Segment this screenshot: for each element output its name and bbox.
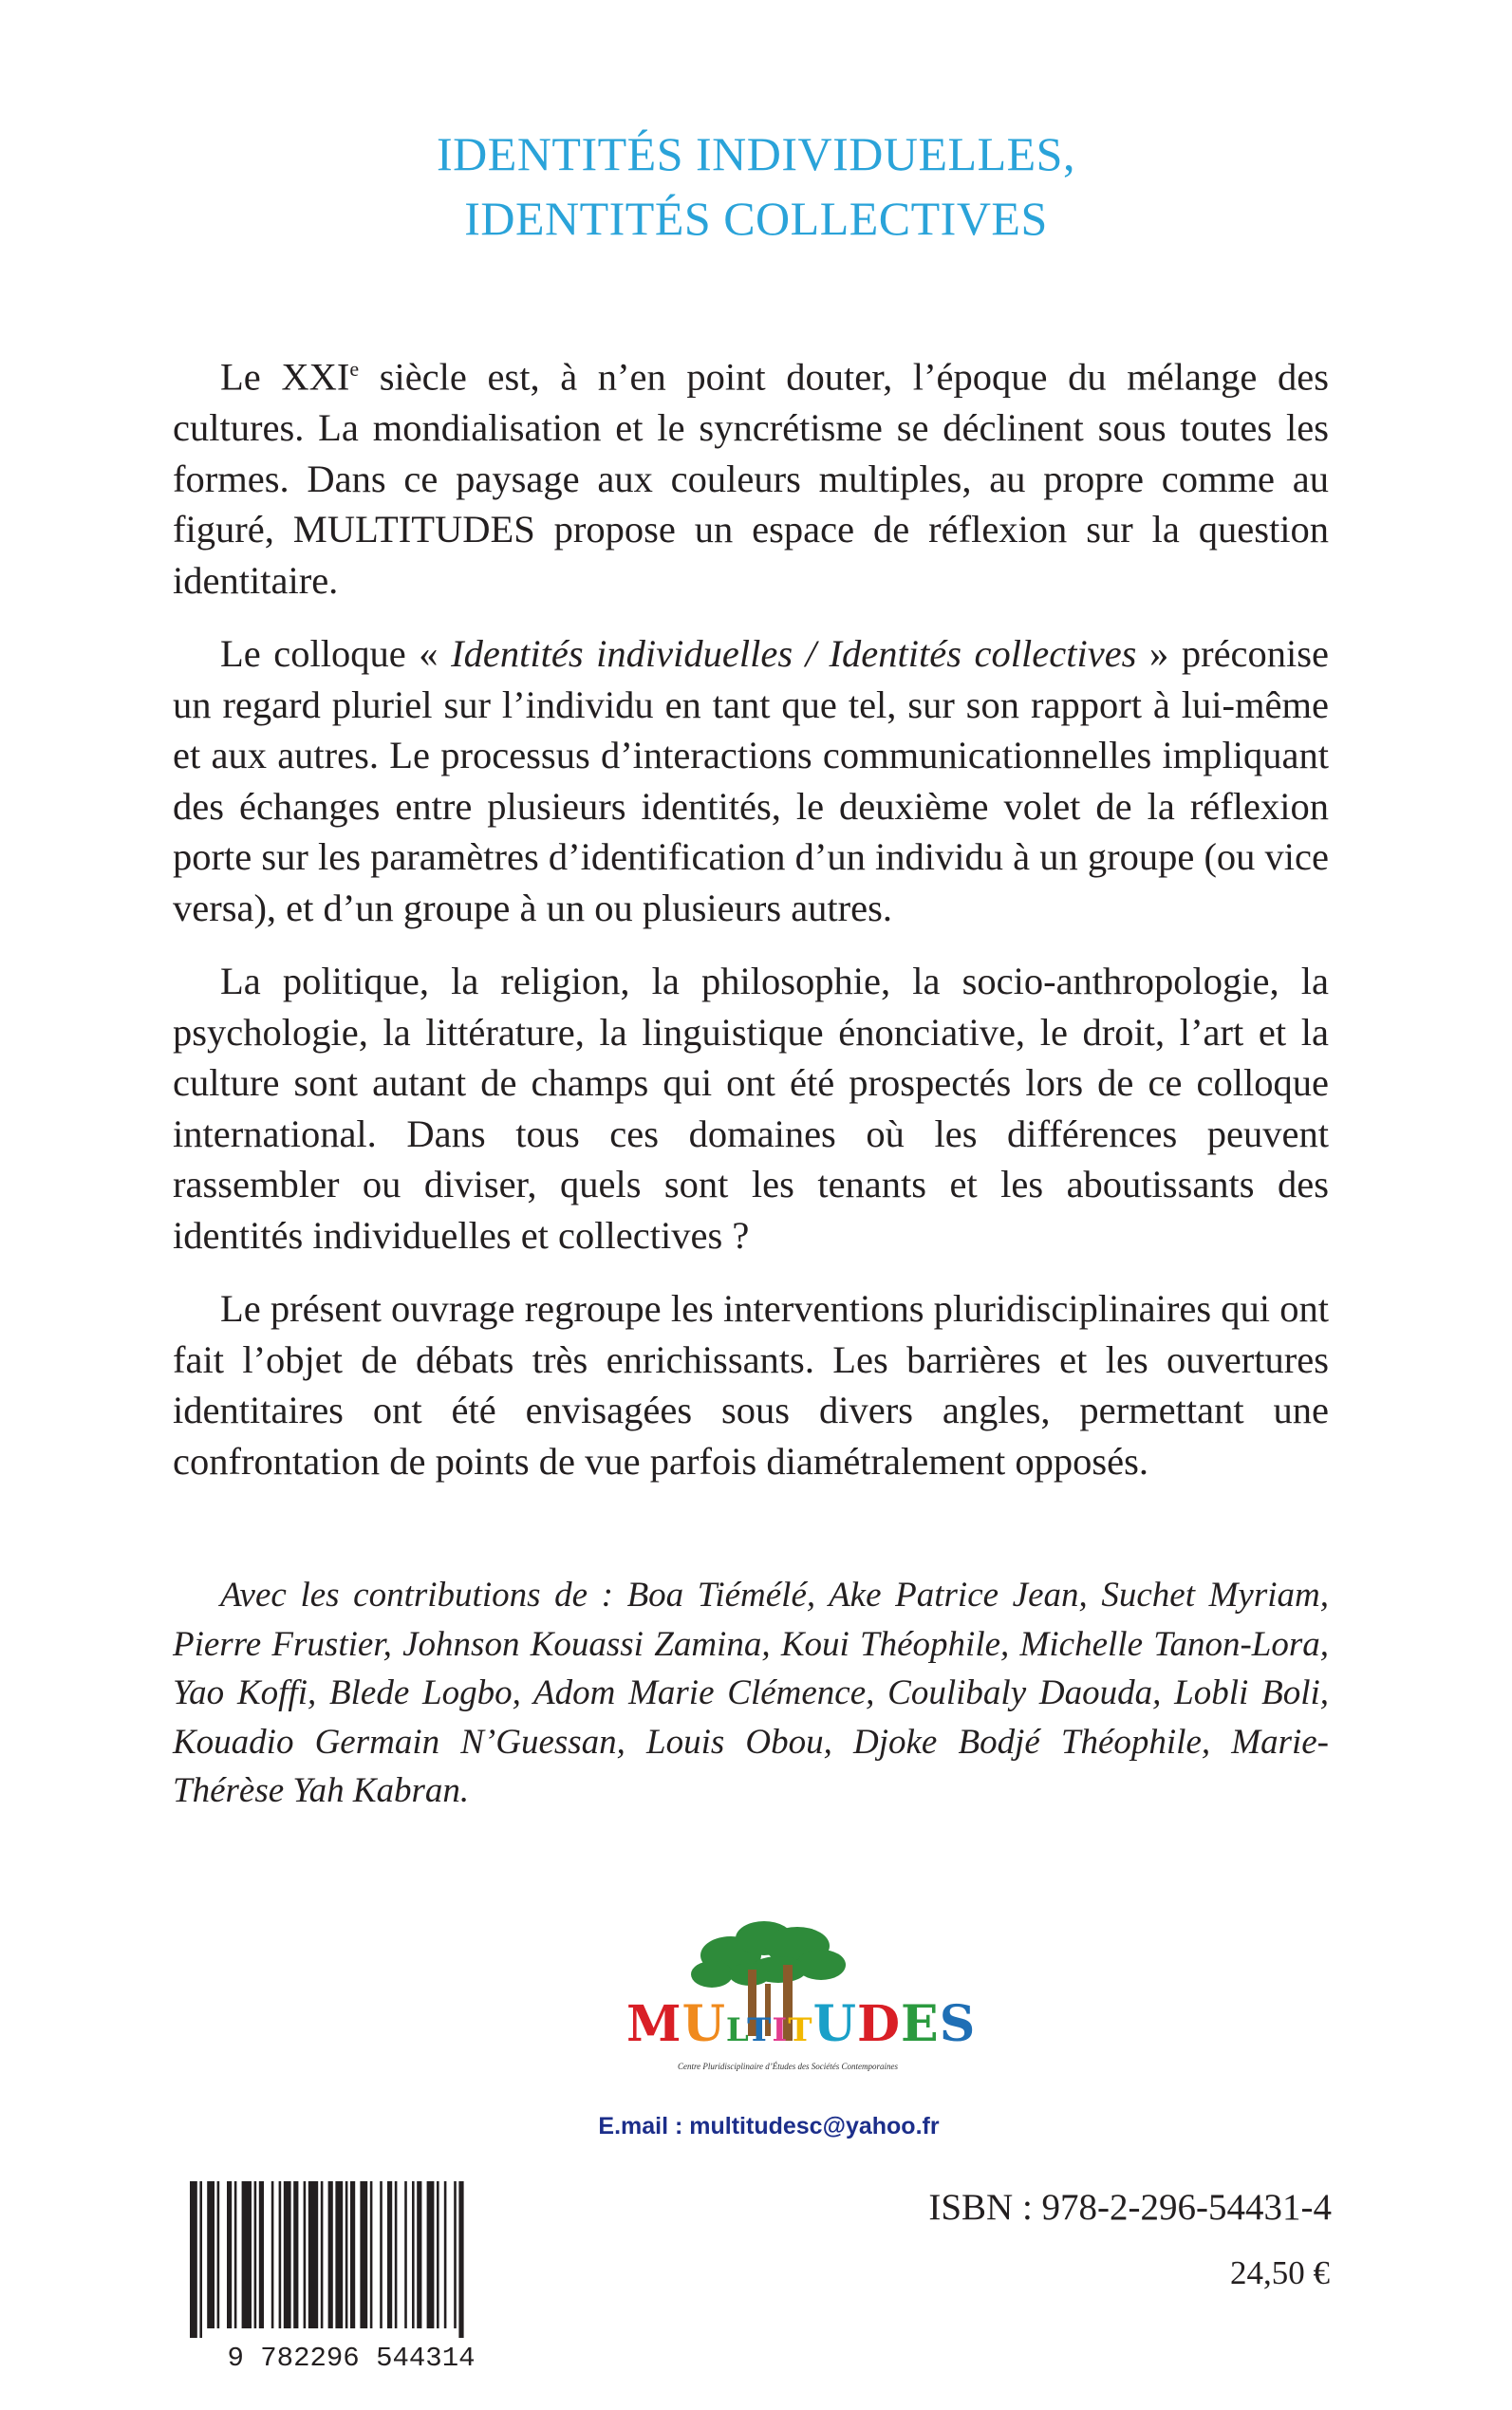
logo-letter: T <box>788 2011 813 2049</box>
barcode-bar <box>412 2181 415 2328</box>
barcode-bar <box>271 2181 274 2328</box>
logo-letter: S <box>939 1995 977 2053</box>
p1-rest: siècle est, à n’en point douter, l’époque du mélange des cultures. La mondialisation et le syncrétisme se déclinent sous toutes les formes. Dans ce paysage aux couleurs multiples, au propre comme au figuré, MULTITUDES propose un espace de réflexion sur la question identitaire. <box>173 355 1329 602</box>
barcode-bar <box>207 2181 215 2328</box>
barcode-bar <box>437 2181 439 2328</box>
barcode-bar <box>387 2181 392 2328</box>
logo-subtitle: Centre Pluridisciplinaire d’Études des Sociétés Contemporaines <box>677 2062 899 2071</box>
logo-letter: M <box>626 1995 682 2053</box>
isbn-barcode <box>171 2174 532 2373</box>
barcode-bar <box>321 2181 324 2328</box>
isbn-number: ISBN : 978-2-296-54431-4 <box>928 2187 1332 2228</box>
logo-letter: L <box>725 2011 748 2049</box>
barcode-bar <box>242 2181 252 2328</box>
logo-letter: U <box>812 1995 857 2053</box>
barcode-bar <box>304 2181 307 2328</box>
tree-foliage <box>691 1961 733 1988</box>
logo-letter: U <box>681 1995 726 2053</box>
barcode-bar <box>259 2181 264 2328</box>
barcode-bar <box>404 2181 407 2328</box>
logo-wordmark <box>626 1995 976 2053</box>
barcode-digits: 9 782296 544314 <box>227 2343 476 2373</box>
barcode-bar <box>345 2181 348 2328</box>
barcode-bar <box>293 2181 298 2328</box>
barcode-bar <box>227 2181 232 2328</box>
paragraph-3: La politique, la religion, la philosophie, la socio-anthropologie, la psychologie, la littérature, la linguistique énonciative, le droit, l’art et la culture sont autant de champs qui ont été prospectés lors de ce colloque international. Dans tous ces domaines où les différences peuvent rassembler ou diviser, quels sont les tenants et les aboutissants des identités individuelles et collectives ? <box>173 960 1329 1257</box>
barcode-bar <box>427 2181 435 2328</box>
barcode-bar <box>199 2181 202 2338</box>
blurb <box>173 344 1329 1486</box>
barcode-bar <box>328 2181 333 2328</box>
century-superscript: e <box>349 357 360 381</box>
barcode-bar <box>308 2181 318 2328</box>
logo-letter: I <box>772 2011 789 2049</box>
logo-letter: D <box>856 1995 902 2053</box>
title-line-2: IDENTITÉS COLLECTIVES <box>464 192 1048 245</box>
barcode-bar <box>279 2181 282 2328</box>
barcode-bar <box>454 2181 457 2328</box>
multitudes-logo <box>588 1917 977 2079</box>
barcode-bar <box>234 2181 237 2328</box>
barcode-bar <box>380 2181 383 2328</box>
barcode-bar <box>395 2181 398 2328</box>
book-title <box>0 121 1512 251</box>
p2-start: Le colloque « <box>220 632 452 675</box>
paragraph-2 <box>173 628 1329 933</box>
barcode-bar <box>417 2181 421 2328</box>
email-contact: E.mail : multitudesc@yahoo.fr <box>598 2113 940 2139</box>
colloquium-title: Identités individuelles / Identités collectives <box>451 632 1137 675</box>
contributors-list: Avec les contributions de : Boa Tiémélé, Ake Patrice Jean, Suchet Myriam, Pierre Frustier, Johnson Kouassi Zamina, Koui Théophile, Michelle Tanon-Lora, Yao Koffi, Blede Logbo, Adom Marie Clémence, Coulibaly Daouda, Lobli Boli, Kouadio Germain N’Guessan, Louis Obou, Djoke Bodjé Théophile, Marie-Thérèse Yah Kabran. <box>173 1576 1329 1810</box>
barcode-bar <box>217 2181 220 2328</box>
p1-start: Le XXI <box>220 355 350 399</box>
logo-letter: T <box>747 2011 773 2049</box>
logo-letter: E <box>901 1995 940 2053</box>
barcode-bar <box>360 2181 367 2328</box>
barcode-bar <box>335 2181 343 2328</box>
barcode-bar <box>370 2181 373 2328</box>
barcode-bar <box>444 2181 447 2328</box>
barcode-bar <box>350 2181 355 2328</box>
price: 24,50 € <box>1230 2254 1330 2291</box>
paragraph-1 <box>173 344 1329 606</box>
p2-rest: » préconise un regard pluriel sur l’individu en tant que tel, sur son rapport à lui-même et aux autres. Le processus d’interactions communicationnelles impliquant des échanges entre plusieurs identités, le deuxième volet de la réflexion porte sur les paramètres d’identification d’un individu à un groupe (ou vice versa), et d’un groupe à un ou plusieurs autres. <box>173 632 1330 929</box>
paragraph-4: Le présent ouvrage regroupe les interventions pluridisciplinaires qui ont fait l’objet de débats très enrichissants. Les barrières et les ouvertures identitaires ont été envisagées sous divers angles, permettant une confrontation de points de vue parfois diamétralement opposés. <box>173 1287 1329 1483</box>
barcode-bar <box>190 2181 197 2338</box>
barcode-bar <box>458 2181 463 2338</box>
barcode-bar <box>284 2181 291 2328</box>
barcode-bar <box>254 2181 257 2328</box>
title-line-1: IDENTITÉS INDIVIDUELLES, <box>437 127 1075 180</box>
barcode-icon <box>171 2174 532 2373</box>
